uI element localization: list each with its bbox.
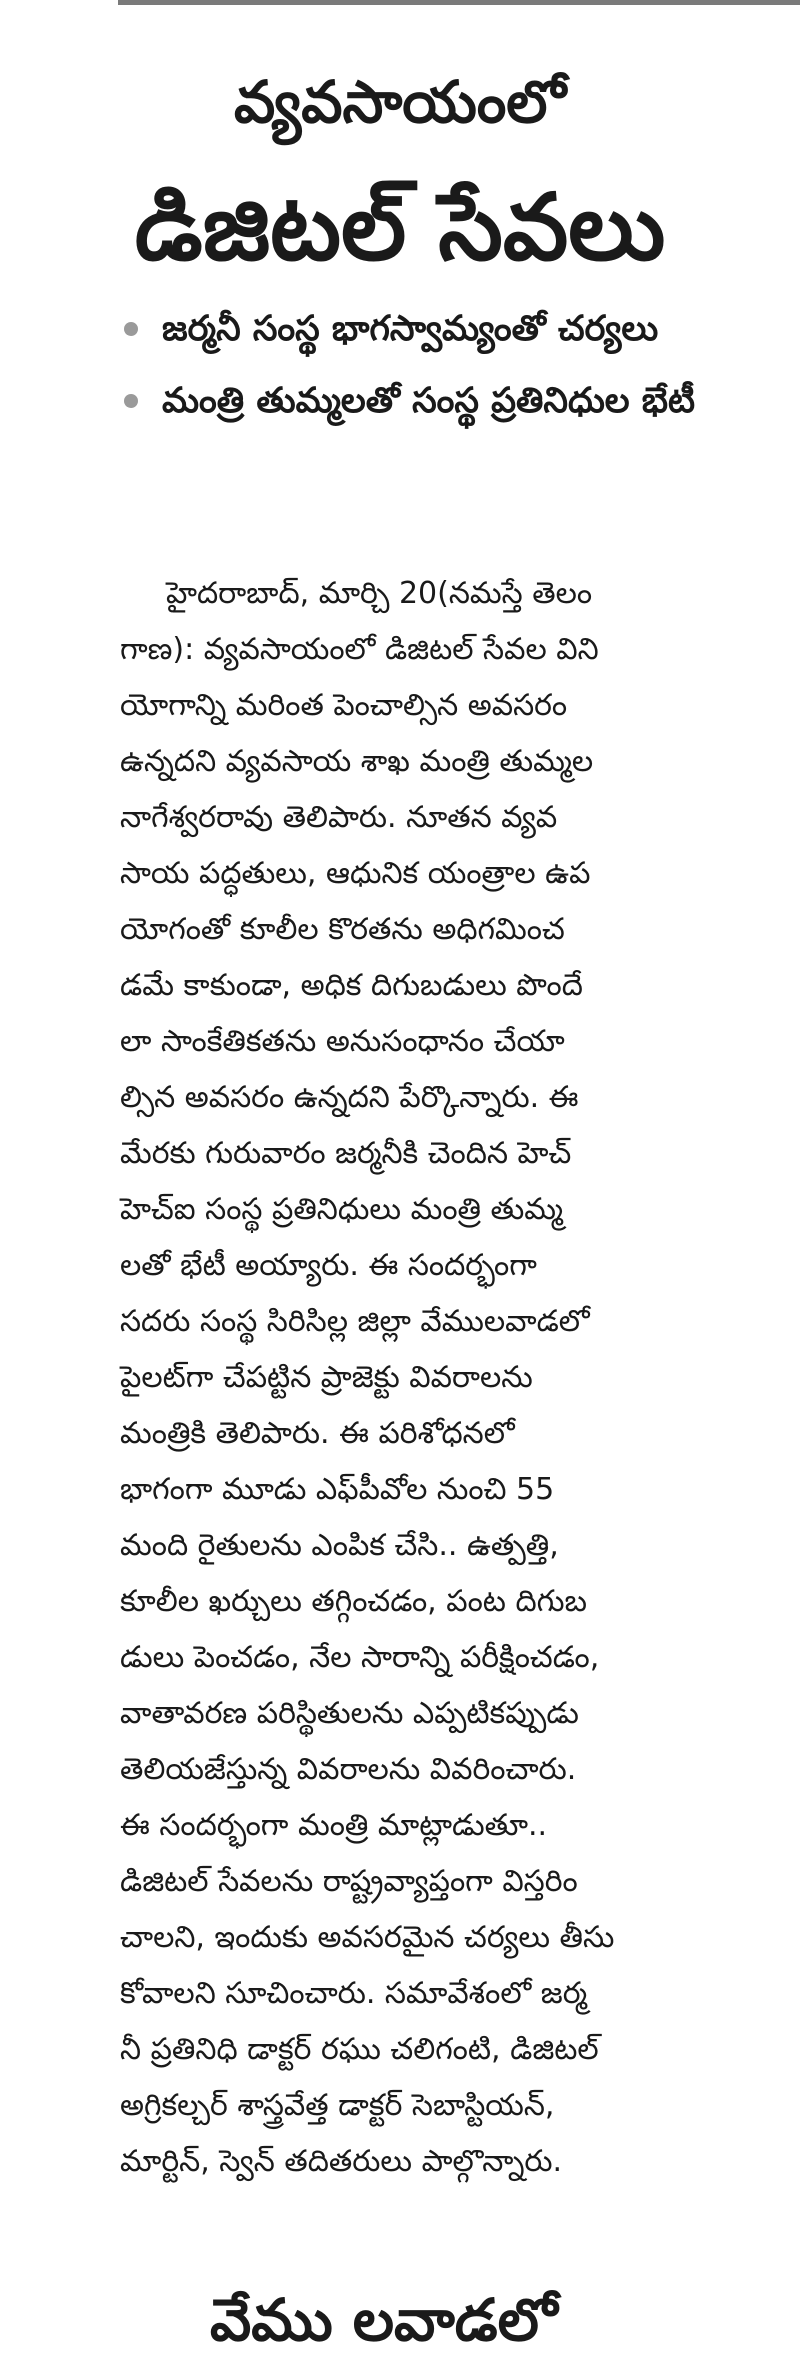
body-line: ల్సిన అవసరం ఉన్నదని పేర్కొన్నారు. ఈ	[120, 1080, 579, 1115]
bullet-list	[120, 300, 760, 444]
article-body	[120, 566, 748, 2190]
body-line: ఈ సందర్భంగా మంత్రి మాట్లాడుతూ..	[120, 1808, 548, 1843]
body-line: పైలట్‌గా చేపట్టిన ప్రాజెక్టు వివరాలను	[120, 1360, 533, 1395]
body-line: సదరు సంస్థ సిరిసిల్ల జిల్లా వేములవాడలో	[120, 1304, 590, 1339]
body-line: వాతావరణ పరిస్థితులను ఎప్పటికప్పుడు	[120, 1696, 579, 1731]
article-headline: డిజిటల్ సేవలు	[134, 174, 666, 281]
bullet-item	[120, 372, 760, 430]
top-rule	[118, 0, 800, 5]
article-kicker: వ్యవసాయంలో	[234, 68, 566, 136]
body-line: నీ ప్రతినిధి డాక్టర్ రఘు చలిగంటి, డిజిటల్	[120, 2032, 599, 2067]
bullet-text: మంత్రి తుమ్మలతో సంస్థ ప్రతినిధుల భేటీ	[162, 381, 696, 421]
body-line: హైదరాబాద్, మార్చి 20(నమస్తే తెలం	[166, 576, 593, 611]
body-line: చాలని, ఇందుకు అవసరమైన చర్యలు తీసు	[120, 1920, 615, 1955]
body-line: తెలియజేస్తున్న వివరాలను వివరించారు.	[120, 1752, 577, 1787]
body-line: డిజిటల్ సేవలను రాష్ట్రవ్యాప్తంగా విస్తరిం	[120, 1864, 578, 1899]
body-line: ఉన్నదని వ్యవసాయ శాఖ మంత్రి తుమ్మల	[120, 744, 594, 779]
body-line: మార్టిన్, స్వెన్ తదితరులు పాల్గొన్నారు.	[120, 2144, 563, 2179]
body-line: గాణ): వ్యవసాయంలో డిజిటల్ సేవల విని	[120, 632, 599, 667]
body-line: యోగాన్ని మరింత పెంచాల్సిన అవసరం	[120, 688, 568, 723]
bullet-dot-icon	[124, 322, 138, 336]
body-line: లతో భేటీ అయ్యారు. ఈ సందర్భంగా	[120, 1248, 537, 1283]
body-line: లా సాంకేతికతను అనుసంధానం చేయా	[120, 1024, 565, 1059]
next-article-headline-text: వేము లవాడలో	[210, 2286, 558, 2354]
body-line: అగ్రికల్చర్ శాస్త్రవేత్త డాక్టర్ సెబాస్టియన్,	[120, 2088, 555, 2123]
body-line: డులు పెంచడం, నేల సారాన్ని పరీక్షించడం,	[120, 1640, 600, 1675]
body-line: మేరకు గురువారం జర్మనీకి చెందిన హెచ్	[120, 1136, 572, 1171]
body-line: కూలీల ఖర్చులు తగ్గించడం, పంట దిగుబ	[120, 1584, 588, 1619]
body-line: మంత్రికి తెలిపారు. ఈ పరిశోధనలో	[120, 1416, 515, 1451]
body-line: యోగంతో కూలీల కొరతను అధిగమించ	[120, 912, 565, 947]
body-line: కోవాలని సూచించారు. సమావేశంలో జర్మ	[120, 1976, 588, 2011]
next-article-headline-fragment	[210, 2286, 650, 2354]
body-line: డమే కాకుండా, అధిక దిగుబడులు పొందే	[120, 968, 583, 1003]
body-line: నాగేశ్వరరావు తెలిపారు. నూతన వ్యవ	[120, 800, 558, 835]
body-line: భాగంగా మూడు ఎఫ్‌పీవోల నుంచి 55	[120, 1472, 555, 1507]
body-line: సాయ పద్ధతులు, ఆధునిక యంత్రాల ఉప	[120, 856, 591, 891]
body-line: హెచ్ఐ సంస్థ ప్రతినిధులు మంత్రి తుమ్మ	[120, 1192, 564, 1227]
bullet-dot-icon	[124, 394, 138, 408]
bullet-text: జర్మనీ సంస్థ భాగస్వామ్యంతో చర్యలు	[162, 309, 659, 349]
body-line: మంది రైతులను ఎంపిక చేసి.. ఉత్పత్తి,	[120, 1528, 559, 1563]
bullet-item	[120, 300, 760, 358]
